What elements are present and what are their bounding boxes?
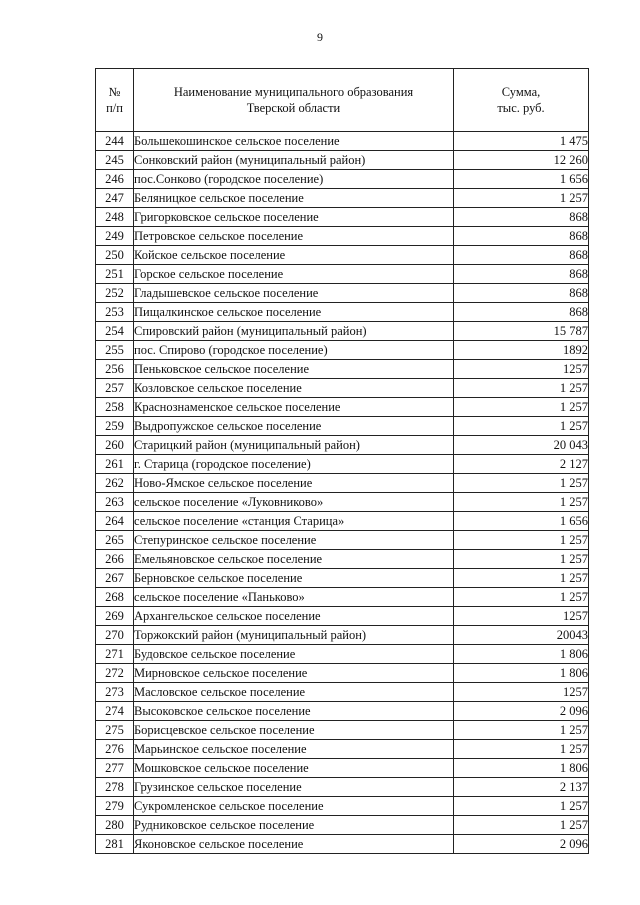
row-amount: 1 257 [454,189,589,208]
row-amount: 1 257 [454,740,589,759]
row-amount: 868 [454,284,589,303]
row-amount: 2 137 [454,778,589,797]
header-num [96,69,134,132]
row-municipality-name: сельское поселение «Паньково» [134,588,454,607]
table-row [96,379,589,398]
table-row [96,189,589,208]
table-row [96,778,589,797]
row-municipality-name: Горское сельское поселение [134,265,454,284]
row-number: 257 [96,379,134,398]
table-row [96,227,589,246]
row-municipality-name: Мошковское сельское поселение [134,759,454,778]
row-municipality-name: Берновское сельское поселение [134,569,454,588]
table-row [96,797,589,816]
row-number: 244 [96,132,134,151]
row-municipality-name: Пищалкинское сельское поселение [134,303,454,322]
row-number: 267 [96,569,134,588]
row-number: 269 [96,607,134,626]
row-municipality-name: Козловское сельское поселение [134,379,454,398]
row-amount: 1 257 [454,474,589,493]
row-municipality-name: Сукромленское сельское поселение [134,797,454,816]
row-municipality-name: Григорковское сельское поселение [134,208,454,227]
row-amount: 1892 [454,341,589,360]
row-municipality-name: Пеньковское сельское поселение [134,360,454,379]
row-municipality-name: сельское поселение «станция Старица» [134,512,454,531]
table-row [96,170,589,189]
row-amount: 12 260 [454,151,589,170]
row-municipality-name: Беляницкое сельское поселение [134,189,454,208]
row-amount: 868 [454,303,589,322]
row-number: 248 [96,208,134,227]
table-row [96,702,589,721]
row-amount: 1 257 [454,721,589,740]
row-amount: 868 [454,227,589,246]
table-row [96,341,589,360]
table-row [96,512,589,531]
header-sum-line-1: Сумма, [501,85,541,99]
row-amount: 1 257 [454,379,589,398]
row-municipality-name: Масловское сельское поселение [134,683,454,702]
row-municipality-name: пос. Спирово (городское поселение) [134,341,454,360]
row-number: 274 [96,702,134,721]
table-row [96,835,589,854]
row-number: 266 [96,550,134,569]
row-number: 275 [96,721,134,740]
row-number: 260 [96,436,134,455]
table-row [96,436,589,455]
row-number: 264 [96,512,134,531]
row-amount: 1 257 [454,398,589,417]
table-row [96,759,589,778]
row-municipality-name: Петровское сельское поселение [134,227,454,246]
table-row [96,455,589,474]
row-number: 252 [96,284,134,303]
table-row [96,360,589,379]
row-amount: 1 257 [454,816,589,835]
table-row [96,740,589,759]
row-municipality-name: Емельяновское сельское поселение [134,550,454,569]
table-row [96,474,589,493]
row-amount: 1257 [454,607,589,626]
table-row [96,303,589,322]
row-municipality-name: Койское сельское поселение [134,246,454,265]
row-municipality-name: Краснознаменское сельское поселение [134,398,454,417]
table-row [96,816,589,835]
table-row [96,721,589,740]
row-number: 250 [96,246,134,265]
table-row [96,683,589,702]
row-municipality-name: Архангельское сельское поселение [134,607,454,626]
row-number: 259 [96,417,134,436]
row-amount: 1 656 [454,512,589,531]
table-row [96,151,589,170]
row-amount: 1257 [454,360,589,379]
row-amount: 1 257 [454,417,589,436]
row-municipality-name: Яконовское сельское поселение [134,835,454,854]
row-number: 249 [96,227,134,246]
table-row [96,208,589,227]
row-amount: 868 [454,265,589,284]
header-name-line-1: Наименование муниципального образования [173,85,414,99]
row-amount: 1 806 [454,759,589,778]
header-num-line-1: № [108,85,121,99]
row-amount: 1 257 [454,569,589,588]
table-row [96,284,589,303]
row-number: 245 [96,151,134,170]
row-municipality-name: Грузинское сельское поселение [134,778,454,797]
row-number: 270 [96,626,134,645]
row-amount: 1 257 [454,493,589,512]
row-municipality-name: Гладышевское сельское поселение [134,284,454,303]
table-row [96,417,589,436]
table-header-row [96,69,589,132]
row-number: 262 [96,474,134,493]
table-row [96,132,589,151]
row-municipality-name: Будовское сельское поселение [134,645,454,664]
row-amount: 1 257 [454,550,589,569]
row-municipality-name: пос.Сонково (городское поселение) [134,170,454,189]
row-number: 256 [96,360,134,379]
row-amount: 2 127 [454,455,589,474]
row-amount: 1 475 [454,132,589,151]
row-municipality-name: Борисцевское сельское поселение [134,721,454,740]
row-number: 277 [96,759,134,778]
row-number: 263 [96,493,134,512]
row-number: 280 [96,816,134,835]
row-municipality-name: Спировский район (муниципальный район) [134,322,454,341]
row-municipality-name: Торжокский район (муниципальный район) [134,626,454,645]
row-number: 253 [96,303,134,322]
table-row [96,607,589,626]
header-sum [454,69,589,132]
row-amount: 2 096 [454,702,589,721]
row-amount: 15 787 [454,322,589,341]
table-row [96,246,589,265]
row-municipality-name: Мирновское сельское поселение [134,664,454,683]
table-row [96,626,589,645]
table-row [96,550,589,569]
row-amount: 20043 [454,626,589,645]
header-sum-line-2: тыс. руб. [497,101,545,115]
row-number: 276 [96,740,134,759]
row-number: 279 [96,797,134,816]
row-amount: 1 257 [454,797,589,816]
row-amount: 2 096 [454,835,589,854]
header-num-line-2: п/п [106,101,123,115]
row-amount: 868 [454,208,589,227]
row-amount: 20 043 [454,436,589,455]
row-amount: 1 257 [454,588,589,607]
row-number: 255 [96,341,134,360]
row-amount: 1257 [454,683,589,702]
row-municipality-name: Высоковское сельское поселение [134,702,454,721]
row-number: 271 [96,645,134,664]
row-municipality-name: Выдропужское сельское поселение [134,417,454,436]
table-body [96,132,589,854]
table-row [96,569,589,588]
header-name [134,69,454,132]
row-municipality-name: Сонковский район (муниципальный район) [134,151,454,170]
row-number: 265 [96,531,134,550]
page-number: 9 [317,30,323,44]
table-row [96,645,589,664]
row-number: 247 [96,189,134,208]
row-municipality-name: Ново-Ямское сельское поселение [134,474,454,493]
row-municipality-name: Рудниковское сельское поселение [134,816,454,835]
row-number: 251 [96,265,134,284]
row-municipality-name: Большекошинское сельское поселение [134,132,454,151]
row-amount: 868 [454,246,589,265]
row-number: 246 [96,170,134,189]
table-row [96,588,589,607]
table-row [96,493,589,512]
row-number: 273 [96,683,134,702]
table-row [96,531,589,550]
row-number: 278 [96,778,134,797]
table-row [96,664,589,683]
row-number: 268 [96,588,134,607]
table-row [96,265,589,284]
row-amount: 1 806 [454,645,589,664]
table-row [96,322,589,341]
row-number: 272 [96,664,134,683]
row-number: 261 [96,455,134,474]
row-municipality-name: Марьинское сельское поселение [134,740,454,759]
row-number: 258 [96,398,134,417]
row-number: 281 [96,835,134,854]
budget-table [95,68,589,854]
row-amount: 1 257 [454,531,589,550]
table-row [96,398,589,417]
row-amount: 1 656 [454,170,589,189]
row-amount: 1 806 [454,664,589,683]
row-number: 254 [96,322,134,341]
row-municipality-name: г. Старица (городское поселение) [134,455,454,474]
header-name-line-2: Тверской области [246,101,341,115]
row-municipality-name: Старицкий район (муниципальный район) [134,436,454,455]
row-municipality-name: сельское поселение «Луковниково» [134,493,454,512]
row-municipality-name: Степуринское сельское поселение [134,531,454,550]
